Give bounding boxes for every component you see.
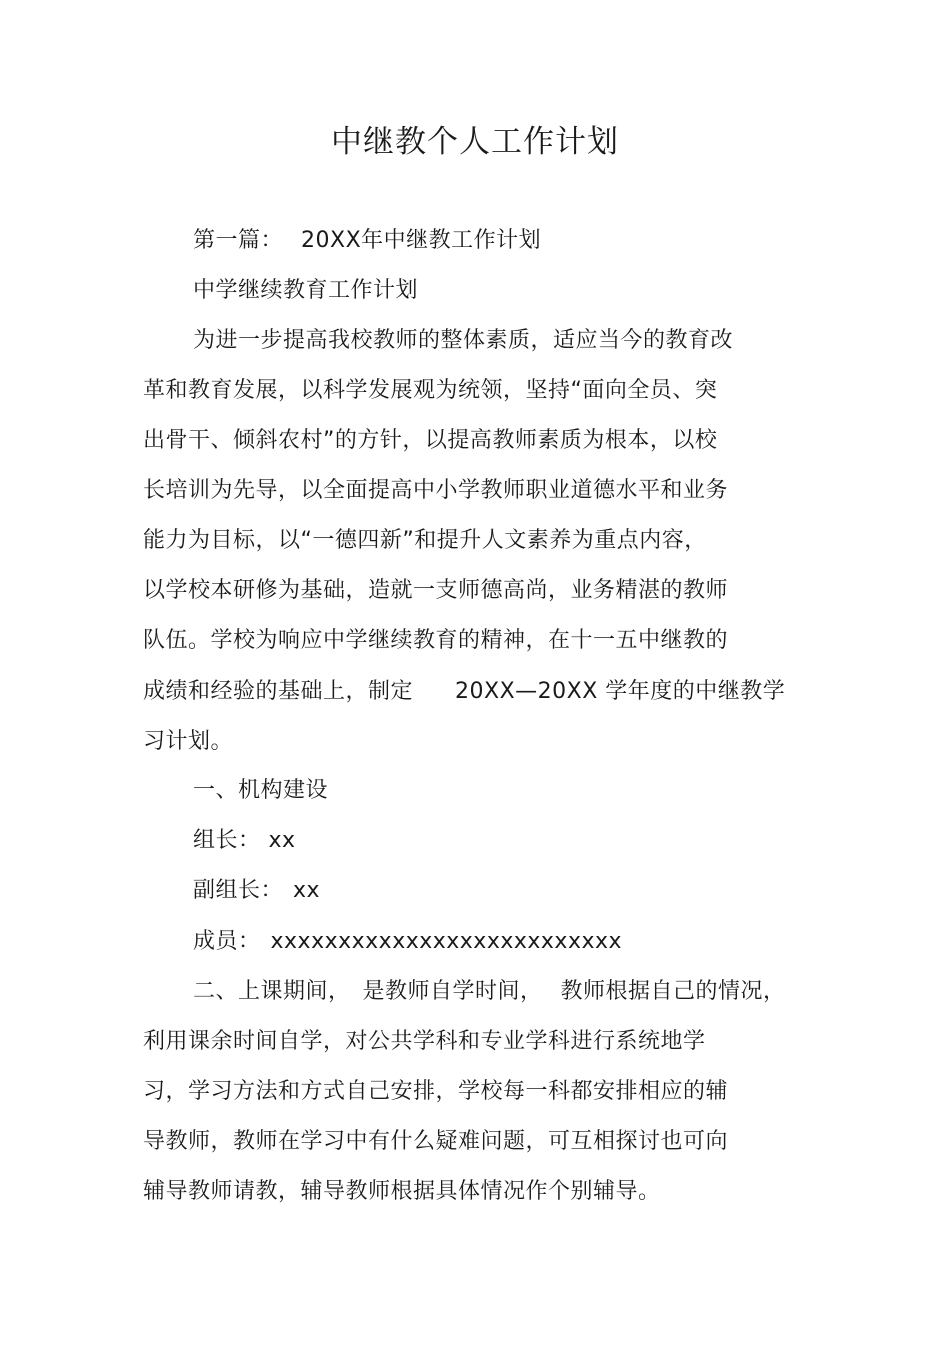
intro-line-8-part1: 成绩和经验的基础上，制定: [143, 679, 414, 704]
intro-line-2: 革和教育发展，以科学发展观为统领，坚持“面向全员、突: [143, 378, 718, 403]
intro-line-9: 习计划。: [143, 729, 234, 754]
intro-line-7: 队伍。学校为响应中学继续教育的精神，在十一五中继教的: [143, 628, 729, 653]
intro-line-3: 出骨干、倾斜农村”的方针，以提高教师素质为根本，以校: [143, 428, 718, 453]
leader-value: xx: [268, 828, 296, 853]
intro-line-6: 以学校本研修为基础，造就一支师德高尚，业务精湛的教师: [143, 578, 729, 603]
section-heading-prefix: 第一篇：: [193, 228, 284, 253]
section2-line-1-part2: 是教师自学时间，: [362, 979, 543, 1004]
intro-line-8: [143, 677, 785, 707]
intro-line-1: 为进一步提高我校教师的整体素质，适应当今的教育改: [193, 328, 734, 353]
section2-line-2: 利用课余时间自学，对公共学科和专业学科进行系统地学: [143, 1029, 706, 1054]
section1-heading: 一、机构建设: [193, 778, 329, 803]
deputy-value: xx: [293, 878, 321, 903]
leader-label: 组长：: [193, 828, 261, 853]
section-heading: [193, 226, 541, 256]
members-row: [193, 927, 622, 957]
section2-line-1-part3: 教师根据自己的情况，: [560, 979, 786, 1004]
deputy-row: [193, 876, 320, 906]
section2-line-4: 导教师，教师在学习中有什么疑难问题，可互相探讨也可向: [143, 1129, 729, 1154]
section-heading-text: 20XX年中继教工作计划: [301, 228, 542, 253]
members-value: xxxxxxxxxxxxxxxxxxxxxxxxxx: [270, 929, 623, 954]
intro-line-4: 长培训为先导，以全面提高中小学教师职业道德水平和业务: [143, 478, 729, 503]
section2-line-5: 辅导教师请教，辅导教师根据具体情况作个别辅导。: [143, 1179, 661, 1204]
intro-line-5: 能力为目标，以“一德四新”和提升人文素养为重点内容，: [143, 528, 707, 553]
section2-line-1-part1: 二、上课期间，: [193, 979, 351, 1004]
leader-row: [193, 826, 296, 856]
members-label: 成员：: [193, 929, 261, 954]
deputy-label: 副组长：: [193, 878, 284, 903]
document-title: 中继教个人工作计划: [331, 124, 619, 160]
intro-line-8-part2: 20XX—20XX 学年度的中继教学: [455, 679, 786, 704]
document-subtitle: 中学继续教育工作计划: [193, 278, 419, 303]
section2-line-1: [193, 977, 786, 1007]
section2-line-3: 习，学习方法和方式自己安排，学校每一科都安排相应的辅: [143, 1079, 729, 1104]
